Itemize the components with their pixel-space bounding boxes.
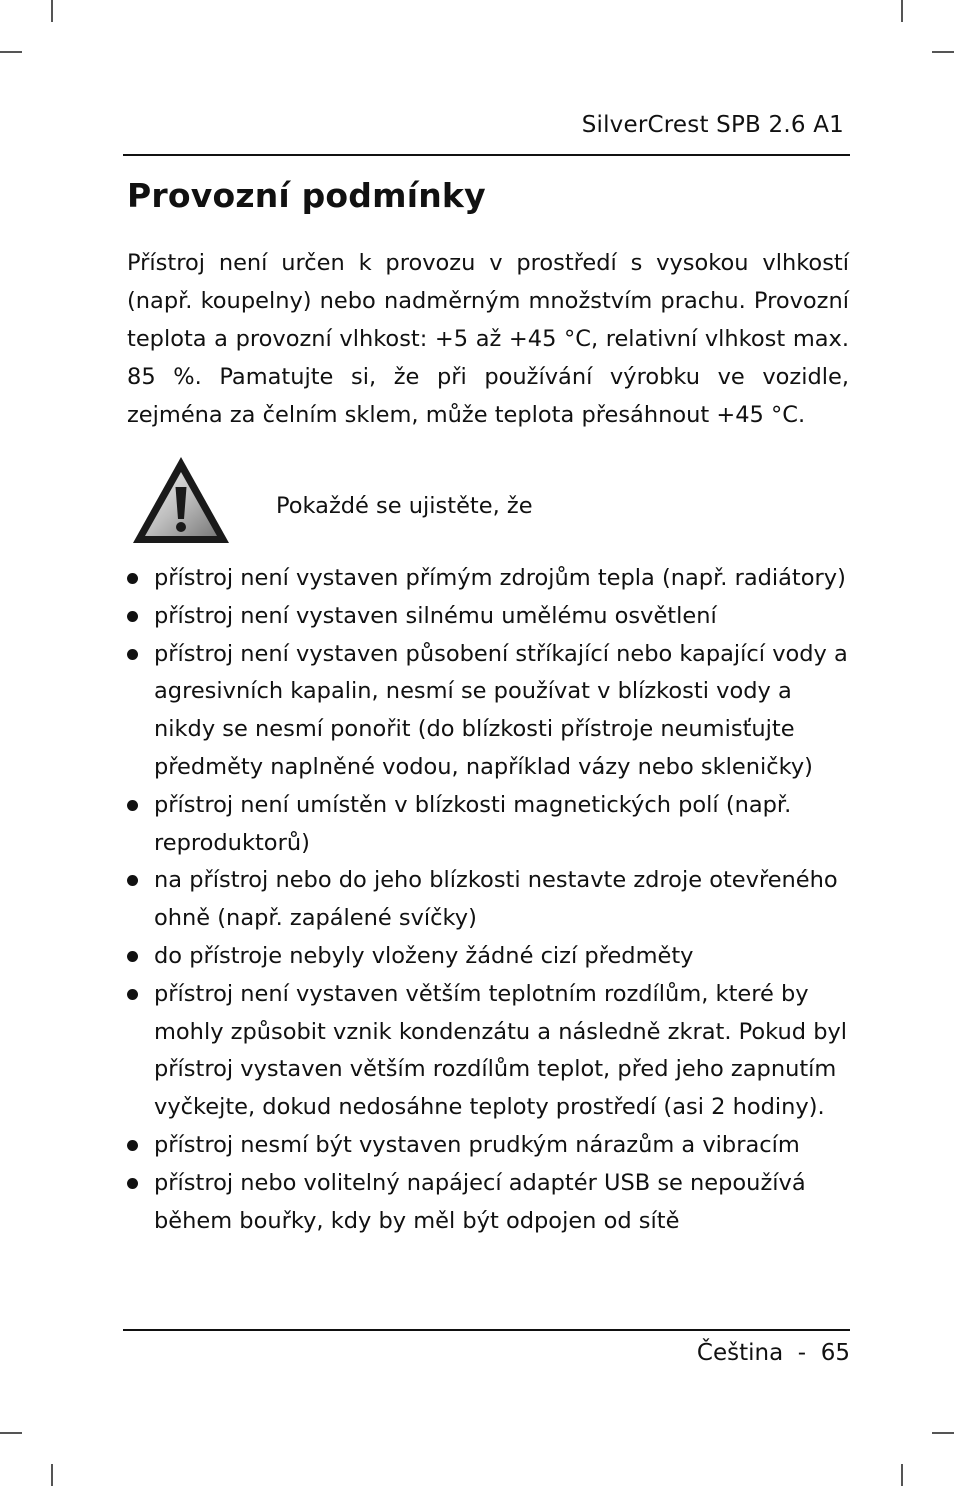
bullet-icon — [127, 875, 138, 886]
bullet-icon — [127, 573, 138, 584]
warning-lead-text: Pokaždé se ujistěte, že — [276, 493, 533, 519]
list-item-text: přístroj není vystaven větším teplotním rozdílům, které by mohly způsobit vznik kondenzátu a následně zkrat. Pokud byl přístroj vystaven větším rozdílům teplot, před jeho zapnutím vyčkejte, dokud nedosáhne teploty prostředí (asi 2 hodiny). — [154, 980, 848, 1121]
footer-rule — [123, 1329, 850, 1331]
bullet-icon — [127, 649, 138, 660]
list-item-text: přístroj není umístěn v blízkosti magnetických polí (např. reproduktorů) — [154, 791, 792, 856]
crop-mark — [0, 1432, 22, 1434]
section-title: Provozní podmínky — [127, 176, 486, 215]
list-item-text: přístroj není vystaven přímým zdrojům tepla (např. radiátory) — [154, 565, 846, 591]
bullet-icon — [127, 1140, 138, 1151]
list-item-text: přístroj není vystaven silnému umělému osvětlení — [154, 602, 717, 629]
list-item — [127, 1127, 857, 1165]
list-item — [127, 862, 857, 938]
list-item-text: do přístroje nebyly vloženy žádné cizí předměty — [154, 942, 694, 969]
list-item-text: přístroj nesmí být vystaven prudkým nárazům a vibracím — [154, 1131, 800, 1158]
bullet-icon — [127, 1178, 138, 1189]
page-number: Čeština - 65 — [696, 1340, 850, 1366]
bullet-icon — [127, 800, 138, 811]
header-product: SilverCrest SPB 2.6 A1 — [581, 112, 844, 138]
crop-mark — [901, 1464, 903, 1486]
crop-mark — [901, 0, 903, 22]
warning-list — [127, 560, 857, 1240]
list-item — [127, 560, 857, 598]
bullet-icon — [127, 989, 138, 1000]
list-item — [127, 636, 857, 787]
list-item — [127, 787, 857, 863]
list-item — [127, 976, 857, 1127]
list-item — [127, 1165, 857, 1241]
crop-mark — [932, 1432, 954, 1434]
crop-mark — [0, 51, 22, 53]
list-item-text: přístroj není vystaven působení stříkající nebo kapající vody a agresivních kapalin, nesmí se používat v blízkosti vody a nikdy se nesmí ponořit (do blízkosti přístroje neumisťujte předměty naplněné vodou, například vázy nebo skleničky) — [154, 640, 848, 780]
crop-mark — [51, 1464, 53, 1486]
crop-mark — [51, 0, 53, 22]
bullet-icon — [127, 951, 138, 962]
warning-triangle-icon — [131, 455, 231, 545]
intro-paragraph: Přístroj není určen k provozu v prostředí s vysokou vlhkostí (např. koupelny) nebo nadměrným množstvím prachu. Provozní teplota a provozní vlhkost: +5 až +45 °C, relativní vlhkost max. 85 %. Pamatujte si, že při používání výrobku ve vozidle, zejména za čelním sklem, může teplota přesáhnout +45 °C. — [127, 250, 849, 428]
crop-mark — [932, 51, 954, 53]
bullet-icon — [127, 611, 138, 622]
header-rule — [123, 154, 850, 156]
list-item-text: na přístroj nebo do jeho blízkosti nestavte zdroje otevřeného ohně (např. zapálené svíčky) — [154, 867, 838, 932]
list-item — [127, 598, 857, 636]
list-item-text: přístroj nebo volitelný napájecí adaptér USB se nepoužívá během bouřky, kdy by měl být odpojen od sítě — [154, 1169, 806, 1234]
list-item — [127, 938, 857, 976]
